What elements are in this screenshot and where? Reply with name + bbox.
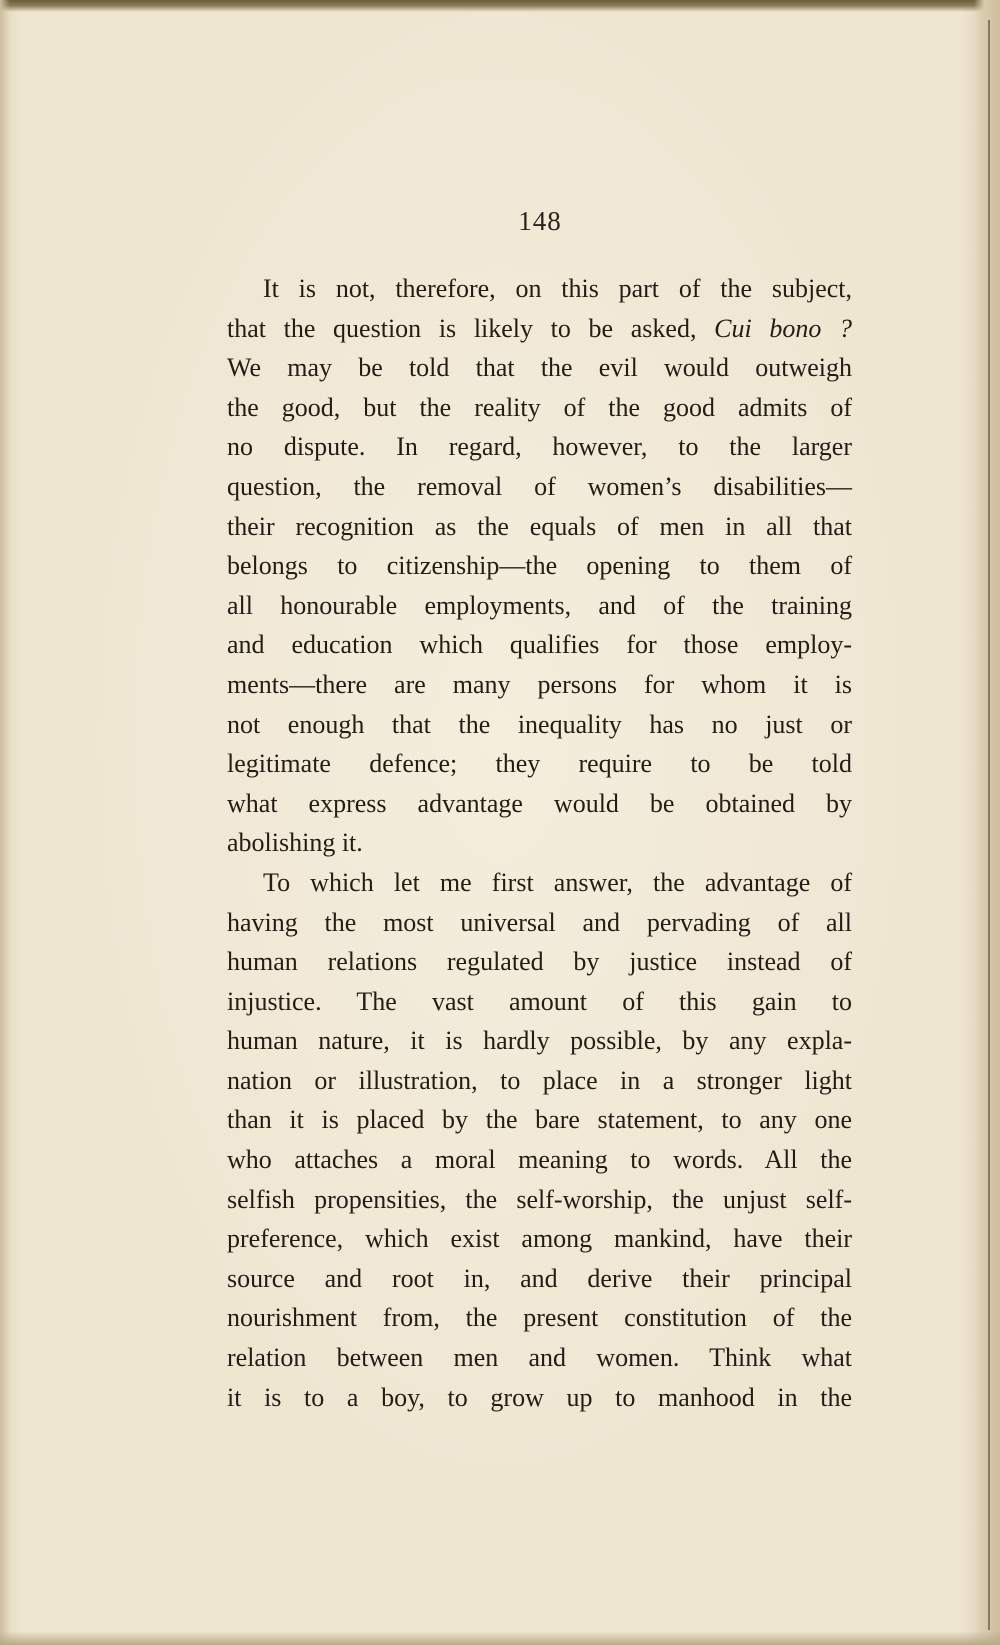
text-line: injustice. The vast amount of this gain to xyxy=(227,986,852,1016)
text-line: than it is placed by the bare statement, to any one xyxy=(227,1105,852,1135)
text-line: ments—there are many persons for whom it is xyxy=(227,669,852,699)
text-line: belongs to citizenship—the opening to them of xyxy=(227,551,852,581)
text-line: it is to a boy, to grow up to manhood in the xyxy=(227,1382,852,1412)
text-line: We may be told that the evil would outweigh xyxy=(227,353,852,383)
text-line: abolishing it. xyxy=(227,828,363,858)
text-line: legitimate defence; they require to be told xyxy=(227,749,852,779)
text-line: nourishment from, the present constitution of the xyxy=(227,1303,852,1333)
page-fore-edge-line xyxy=(988,20,990,1630)
paragraph-1 xyxy=(227,269,852,863)
text-line: To which let me first answer, the advantage of xyxy=(263,867,852,897)
text-line: not enough that the inequality has no just or xyxy=(227,709,852,739)
text-line: all honourable employments, and of the training xyxy=(227,590,852,620)
page-left-edge xyxy=(0,0,10,1645)
text-line: It is not, therefore, on this part of the subject, xyxy=(263,274,852,303)
text-line: source and root in, and derive their principal xyxy=(227,1263,852,1293)
page-bottom-edge xyxy=(0,1631,1000,1645)
text-line: selfish propensities, the self-worship, the unjust self- xyxy=(227,1184,852,1214)
text-line: having the most universal and pervading of all xyxy=(227,907,852,937)
text-line: question, the removal of women’s disabilities— xyxy=(227,471,852,501)
page-top-edge xyxy=(0,0,1000,12)
text-line: what express advantage would be obtained by xyxy=(227,788,852,818)
text-line: the good, but the reality of the good admits of xyxy=(227,392,852,422)
text-line: who attaches a moral meaning to words. All the xyxy=(227,1145,852,1175)
page-right-edge xyxy=(974,0,1000,1645)
text-line: human nature, it is hardly possible, by any expla- xyxy=(227,1026,852,1056)
italic-phrase: Cui bono ? xyxy=(714,313,852,343)
page-number: 148 xyxy=(518,206,562,236)
body-text xyxy=(227,269,852,1417)
text-line: relation between men and women. Think what xyxy=(227,1343,852,1373)
text-line: human relations regulated by justice instead of xyxy=(227,947,852,977)
text-line: no dispute. In regard, however, to the larger xyxy=(227,432,852,462)
text-line: preference, which exist among mankind, have their xyxy=(227,1224,852,1254)
text-line: and education which qualifies for those employ- xyxy=(227,630,852,660)
text-line: nation or illustration, to place in a stronger light xyxy=(227,1065,852,1095)
text-line: their recognition as the equals of men in all that xyxy=(227,511,852,541)
paragraph-2 xyxy=(227,863,852,1417)
text-line: that the question is likely to be asked, Cui bono ? xyxy=(227,313,852,343)
